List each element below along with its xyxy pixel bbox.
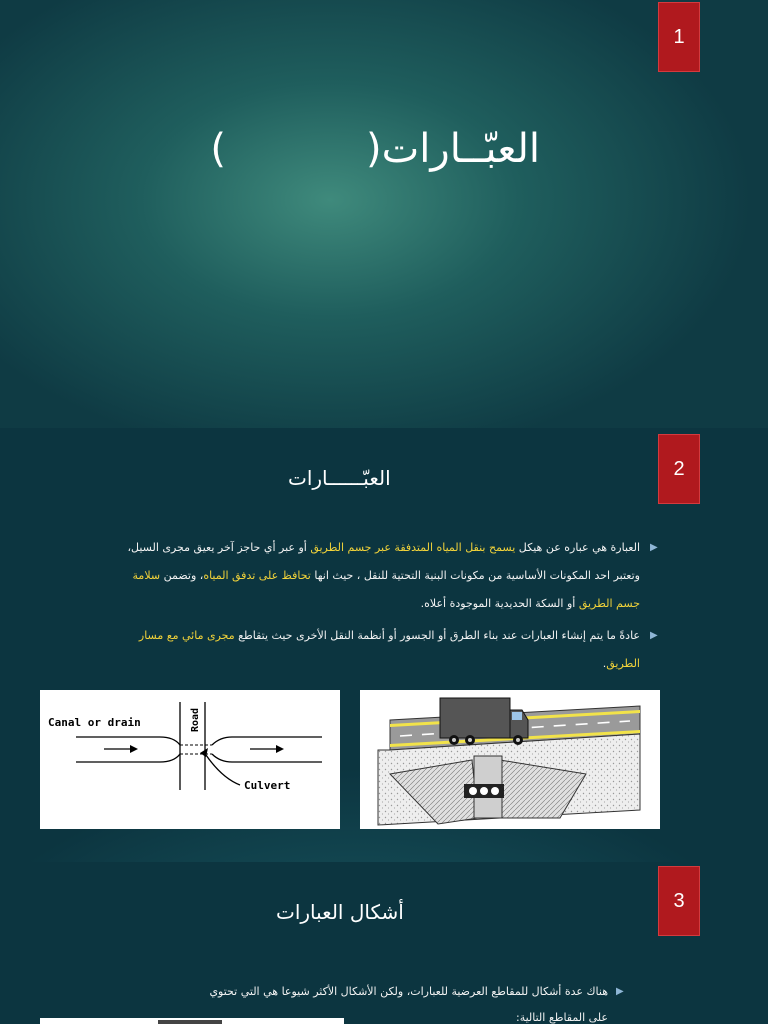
slide-2	[0, 428, 768, 862]
bullet-arrow-icon: ▶	[616, 986, 624, 997]
bullet-arrow-icon: ▶	[650, 542, 658, 553]
title-paren-open: (	[366, 126, 382, 172]
slide-3	[0, 862, 768, 1024]
slide-1-title	[180, 126, 540, 172]
culvert-shapes-figure	[40, 1018, 344, 1024]
slide-1	[0, 0, 768, 428]
bullet-1-line-1: العبارة هي عباره عن هيكل يسمح بنقل المياه المتدفقة عبر جسم الطريق أو عبر أي حاجز آخر يعيق مجرى السيل،	[127, 541, 640, 554]
bullet-2-line-2: الطريق.	[602, 657, 640, 670]
slide-3-bullet-line-1: هناك عدة أشكال للمقاطع العرضية للعبارات، ولكن الأشكال الأكثر شيوعا هي التي تحتوي	[209, 985, 608, 998]
slide-number-3: 3	[658, 866, 700, 936]
slide-2-title: العبّــــــارات	[288, 466, 391, 490]
slide-number-2: 2	[658, 434, 700, 504]
culvert-3d-svg	[360, 690, 660, 829]
title-paren-close: )	[210, 126, 226, 172]
slide-3-title: أشكال العبارات	[276, 900, 404, 924]
slide-3-bullet-line-2: على المقاطع التالية:	[515, 1011, 608, 1024]
bullet-2-line-1: عادةً ما يتم إنشاء العبارات عند بناء الطرق أو الجسور أو أنظمة النقل الأخرى حيث يتقاطع مجرى مائي مع مسار	[138, 629, 640, 642]
culvert-plan-svg	[40, 690, 340, 829]
slide-number-1: 1	[658, 2, 700, 72]
culvert-plan-diagram	[40, 690, 340, 829]
culvert-label: Culvert	[244, 779, 291, 792]
bullet-1-line-3: جسم الطريق أو السكة الحديدية الموجودة أعلاه.	[420, 597, 640, 610]
bullet-1-line-2: وتعتبر احد المكونات الأساسية من مكونات البنية التحتية للنقل ، حيث انها تحافظ على تدفق المياه، وتضمن سلامة	[132, 569, 640, 582]
bullet-arrow-icon: ▶	[650, 630, 658, 641]
culvert-3d-illustration	[360, 690, 660, 829]
road-label: Road	[190, 707, 201, 732]
canal-label: Canal or drain	[48, 716, 141, 729]
title-word: العبّــارات	[381, 126, 540, 172]
